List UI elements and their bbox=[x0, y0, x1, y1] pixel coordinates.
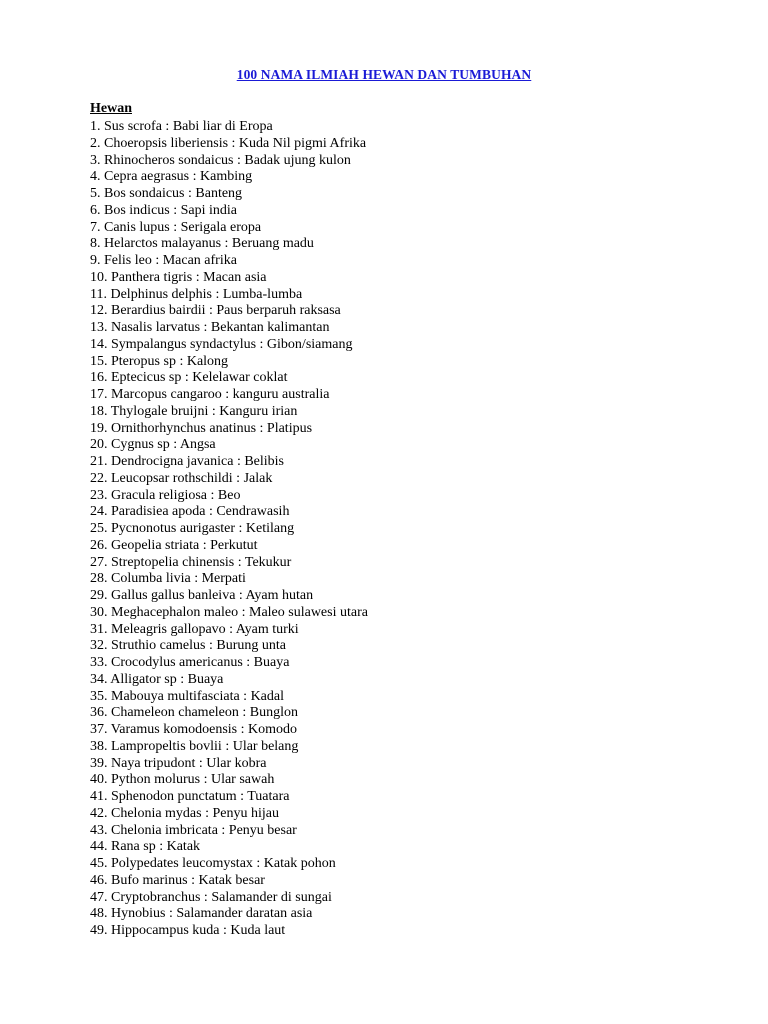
list-item: 5. Bos sondaicus : Banteng bbox=[90, 186, 243, 201]
animal-name-list bbox=[90, 119, 368, 940]
list-item: 38. Lampropeltis bovlii : Ular belang bbox=[90, 738, 299, 754]
list-item: 8. Helarctos malayanus : Beruang madu bbox=[90, 236, 314, 252]
list-item: 33. Crocodylus americanus : Buaya bbox=[90, 655, 290, 670]
list-item: 3. Rhinocheros sondaicus : Badak ujung kulon bbox=[90, 152, 351, 168]
list-item: 27. Streptopelia chinensis : Tekukur bbox=[90, 554, 292, 570]
list-item: 46. Bufo marinus : Katak besar bbox=[90, 872, 265, 888]
list-item: 14. Sympalangus syndactylus : Gibon/siamang bbox=[90, 336, 353, 352]
list-item: 15. Pteropus sp : Kalong bbox=[90, 353, 229, 369]
list-item: 18. Thylogale bruijni : Kanguru irian bbox=[90, 403, 298, 419]
list-item: 20. Cygnus sp : Angsa bbox=[90, 437, 216, 453]
list-item: 24. Paradisiea apoda : Cendrawasih bbox=[90, 504, 290, 520]
list-item: 10. Panthera tigris : Macan asia bbox=[90, 269, 267, 285]
list-item: 26. Geopelia striata : Perkutut bbox=[90, 537, 258, 553]
list-item: 25. Pycnonotus aurigaster : Ketilang bbox=[90, 521, 295, 536]
list-item: 4. Cepra aegrasus : Kambing bbox=[90, 169, 253, 185]
list-item: 34. Alligator sp : Buaya bbox=[90, 671, 224, 687]
list-item: 35. Mabouya multifasciata : Kadal bbox=[90, 688, 284, 704]
list-item: 28. Columba livia : Merpati bbox=[90, 571, 246, 587]
list-item: 17. Marcopus cangaroo : kanguru australia bbox=[90, 387, 330, 402]
list-item: 49. Hippocampus kuda : Kuda laut bbox=[90, 923, 286, 938]
list-item: 41. Sphenodon punctatum : Tuatara bbox=[90, 789, 290, 804]
list-item: 48. Hynobius : Salamander daratan asia bbox=[90, 906, 313, 922]
list-item: 31. Meleagris gallopavo : Ayam turki bbox=[90, 621, 299, 637]
list-item: 9. Felis leo : Macan afrika bbox=[90, 253, 237, 268]
list-item: 45. Polypedates leucomystax : Katak pohon bbox=[90, 856, 336, 871]
list-item: 47. Cryptobranchus : Salamander di sungai bbox=[90, 889, 332, 905]
list-item: 30. Meghacephalon maleo : Maleo sulawesi utara bbox=[90, 604, 368, 620]
list-item: 36. Chameleon chameleon : Bunglon bbox=[90, 705, 299, 721]
list-item: 22. Leucopsar rothschildi : Jalak bbox=[90, 470, 273, 486]
list-item: 32. Struthio camelus : Burung unta bbox=[90, 638, 286, 654]
list-item: 40. Python molurus : Ular sawah bbox=[90, 772, 275, 788]
list-item: 11. Delphinus delphis : Lumba-lumba bbox=[90, 286, 303, 302]
list-item: 44. Rana sp : Katak bbox=[90, 839, 201, 855]
list-item: 43. Chelonia imbricata : Penyu besar bbox=[90, 822, 297, 838]
list-item: 19. Ornithorhynchus anatinus : Platipus bbox=[90, 420, 313, 436]
list-item: 12. Berardius bairdii : Paus berparuh raksasa bbox=[90, 303, 341, 319]
list-item: 1. Sus scrofa : Babi liar di Eropa bbox=[90, 119, 273, 134]
list-item: 7. Canis lupus : Serigala eropa bbox=[90, 219, 262, 235]
list-item: 13. Nasalis larvatus : Bekantan kalimantan bbox=[90, 320, 330, 335]
list-item: 39. Naya tripudont : Ular kobra bbox=[90, 755, 267, 771]
section-heading-hewan: Hewan bbox=[90, 101, 132, 116]
document-title: 100 NAMA ILMIAH HEWAN DAN TUMBUHAN bbox=[236, 67, 532, 82]
list-item: 16. Eptecicus sp : Kelelawar coklat bbox=[90, 370, 288, 386]
list-item: 21. Dendrocigna javanica : Belibis bbox=[90, 454, 284, 469]
list-item: 6. Bos indicus : Sapi india bbox=[90, 202, 237, 218]
list-item: 37. Varamus komodoensis : Komodo bbox=[90, 722, 298, 737]
list-item: 2. Choeropsis liberiensis : Kuda Nil pigmi Afrika bbox=[90, 135, 367, 151]
list-item: 23. Gracula religiosa : Beo bbox=[90, 487, 241, 503]
list-item: 42. Chelonia mydas : Penyu hijau bbox=[90, 805, 279, 821]
list-item: 29. Gallus gallus banleiva : Ayam hutan bbox=[90, 588, 314, 603]
